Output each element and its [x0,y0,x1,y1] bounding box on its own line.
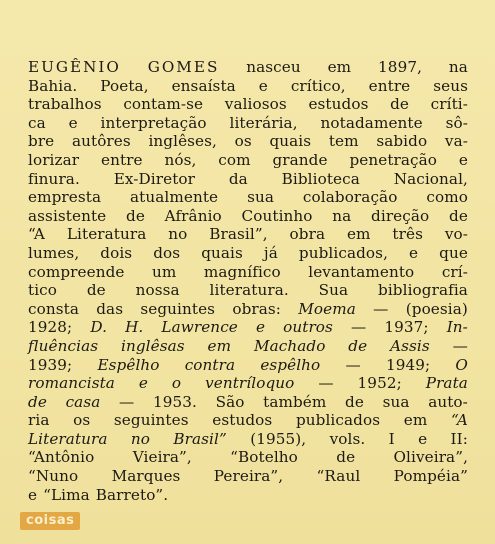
word: — [345,355,361,374]
word: — [318,374,334,393]
word: estudos [212,411,273,430]
word: — [452,336,468,355]
word: na [448,58,468,76]
word: também [263,392,327,411]
word: seguintes [113,411,189,430]
word: lumes, [28,243,80,262]
word: “Lima [43,485,90,504]
word: vols. [329,429,366,448]
word: em [327,58,352,76]
word: II: [450,429,468,448]
word: 1939; [28,355,73,374]
word: da [228,169,248,188]
word: o [171,374,182,393]
word: auto- [428,392,468,411]
word: e [418,429,428,448]
word: Vieira”, [132,448,192,467]
word: Pereira”, [213,467,284,486]
word: Oliveira”, [393,448,468,467]
word: inglêses, [148,132,217,151]
word: espêlho [260,355,321,374]
word: valiosos [224,95,287,114]
word: críti- [430,95,468,114]
word: contam-se [123,95,204,114]
word: D. [90,318,108,337]
author-biography-text [28,58,468,504]
word: outros [283,318,333,337]
word: penetração [349,150,438,169]
word: assistente [28,206,107,225]
text-line [28,263,468,282]
word: Literatura [28,429,108,448]
word: 1928; [28,318,73,337]
word: seguintes [140,299,216,318]
word: direção [371,206,430,225]
word: sua [382,392,410,411]
word: “Raul [316,467,361,486]
text-line [28,95,468,114]
text-line [28,356,468,375]
text-line [28,58,468,77]
word: e [458,150,468,169]
word: Pompéia” [393,467,468,486]
word: literária, [229,113,298,132]
word: “A [450,411,468,430]
word: “Botelho [230,448,298,467]
word: crí- [441,262,468,281]
word: no [168,225,188,244]
text-line [28,281,468,300]
word: O [455,355,468,374]
word: de [390,95,410,114]
word: interpretação [100,113,207,132]
word: Ex-Diretor [113,169,196,188]
text-line [28,170,468,189]
text-line [28,411,468,430]
word: Barreto”. [95,485,169,504]
word: um [152,262,177,281]
word: estudos [308,95,369,114]
word: vo- [444,225,468,244]
word: de [126,206,145,225]
word: 1953. [152,392,197,411]
word: (1955), [250,429,307,448]
word: ventríloquo [205,374,295,393]
word: “Nuno [28,467,79,486]
word: nossa [135,281,180,300]
text-line [28,132,468,151]
text-line [28,318,468,337]
text-line [28,393,468,412]
word: — [351,318,367,337]
word: os [73,411,91,430]
word: bre [28,132,55,151]
word: va- [444,132,468,151]
word: obra [289,225,326,244]
word: e [255,318,266,337]
word: magnífico [203,262,281,281]
word: In- [446,318,468,337]
word: Biblioteca [281,169,360,188]
word: — [119,392,135,411]
word: bibliografia [378,281,468,300]
word: levantamento [308,262,415,281]
word: São [215,392,245,411]
word: I [388,429,395,448]
word: que [439,243,468,262]
word: tico [28,281,58,300]
text-line [28,114,468,133]
word: “Antônio [28,448,95,467]
word: EUGÊNIO [28,58,121,76]
word: atualmente [130,188,219,207]
word: Bahia. [28,76,78,95]
word: lorizar [28,150,80,169]
word: ria [28,411,50,430]
word: empresta [28,188,102,207]
word: de [345,392,364,411]
text-line [28,430,468,449]
word: das [96,299,124,318]
text-line [28,77,468,96]
text-line [28,188,468,207]
text-line [28,337,468,356]
word: consta [28,299,79,318]
word: GOMES [147,58,220,76]
word: 1897, [378,58,423,76]
word: Coutinho [241,206,313,225]
text-line [28,244,468,263]
word: de [28,392,47,411]
text-line [28,374,468,393]
word: entre [100,150,143,169]
word: Assis [390,336,430,355]
word: quais [201,243,243,262]
text-line [28,151,468,170]
word: colaboração [302,188,398,207]
word: Sua [318,281,349,300]
word: já [263,243,278,262]
word: trabalhos [28,95,102,114]
word: notadamente [320,113,423,132]
text-line [28,300,468,319]
word: Brasil” [173,429,227,448]
word: “A [28,225,45,244]
word: Espêlho [97,355,160,374]
word: Prata [425,374,468,393]
text-line [28,448,468,467]
word: grande [272,150,328,169]
word: nasceu [246,58,301,76]
word: com [218,150,251,169]
text-line [28,467,468,486]
word: Lawrence [161,318,238,337]
word: 1937; [384,318,429,337]
word: romancista [28,374,115,393]
word: três [392,225,423,244]
word: Poeta, [100,76,149,95]
word: de [336,448,356,467]
word: seus [433,76,468,95]
word: em [346,225,371,244]
word: publicados, [298,243,388,262]
word: publicados [295,411,381,430]
word: e [409,243,419,262]
word: Nacional, [393,169,468,188]
word: sô- [445,113,468,132]
word: literatura. [209,281,289,300]
word: ensaísta [171,76,236,95]
word: 1949; [385,355,431,374]
word: sua [247,188,274,207]
word: na [332,206,352,225]
word: Marques [111,467,181,486]
word: entre [368,76,411,95]
word: compreende [28,262,125,281]
word: de [348,336,368,355]
word: os [234,132,252,151]
word: crítico, [290,76,346,95]
text-line [28,486,468,505]
word: contra [184,355,236,374]
text-line [28,225,468,244]
word: de [86,281,106,300]
word: Moema [298,299,356,318]
word: autôres [71,132,131,151]
word: dos [153,243,181,262]
word: obras: [232,299,282,318]
word: Afrânio [164,206,222,225]
word: 1952; [357,374,402,393]
word: inglêsas [121,336,185,355]
word: H. [125,318,144,337]
word: de [449,206,468,225]
word: fluências [28,336,99,355]
word: ca [28,113,46,132]
coisas-watermark-stamp: coisas [20,512,80,530]
word: e [68,113,78,132]
word: e [258,76,268,95]
word: Literatura [66,225,147,244]
word: em [207,336,232,355]
word: (poesia) [405,299,468,318]
word: sabido [376,132,428,151]
word: como [426,188,468,207]
word: casa [65,392,101,411]
word: em [403,411,428,430]
word: e [138,374,148,393]
word: dois [100,243,133,262]
word: nós, [164,150,197,169]
word: tem [328,132,359,151]
word: Brasil”, [209,225,268,244]
word: Machado [253,336,326,355]
word: — [373,299,389,318]
word: quais [269,132,312,151]
word: e [28,485,38,504]
word: finura. [28,169,80,188]
word: no [130,429,151,448]
text-line [28,207,468,226]
